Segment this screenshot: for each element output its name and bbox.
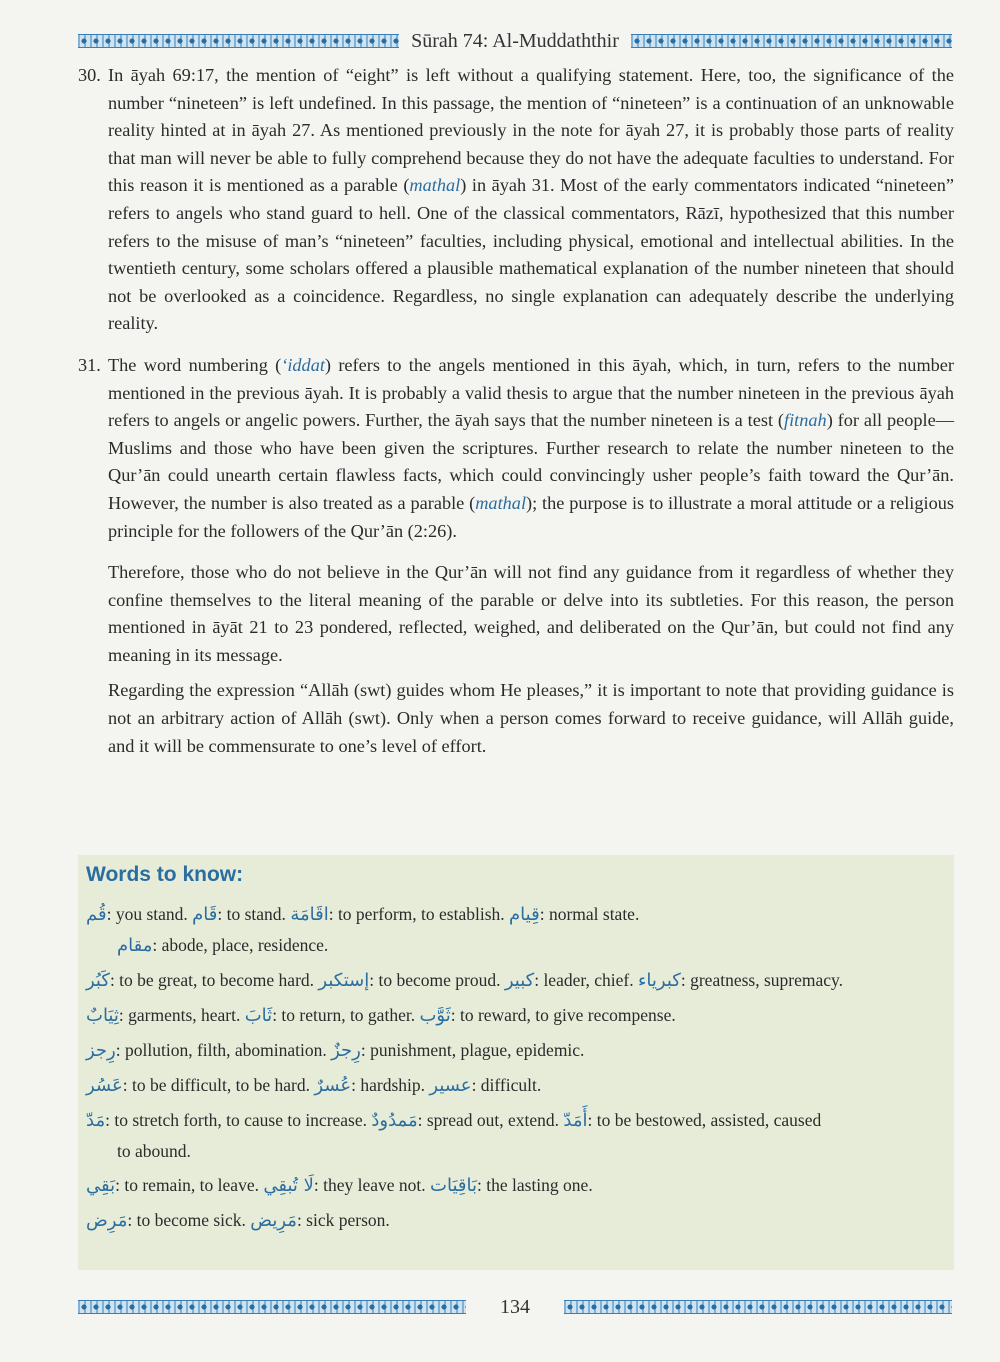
page-header <box>78 30 952 52</box>
term-meaning: : greatness, supremacy. <box>680 970 843 990</box>
arabic-term: بَقِي <box>86 1175 116 1196</box>
note-paragraph <box>108 352 954 545</box>
term-meaning: : pollution, filth, abomination. <box>115 1040 332 1060</box>
text-run: ) in āyah 31. Most of the early commentators indicated “nineteen” refers to angels who stand guard to hell. One of the classical commentators, Rāzī, hypothesized that this number refers to the misuse of man’s “nineteen” faculties, including physical, emotional and intellectual abilities. In the twentieth century, some scholars offered a plausible mathematical explanation of the number nineteen that should not be overlooked as a coincidence. Regardless, no single explanation can adequately describe the underlying reality. <box>108 175 954 334</box>
term-meaning: : to be great, to become hard. <box>109 970 319 990</box>
arabic-term: مَدّ <box>86 1110 106 1131</box>
vocabulary-line <box>86 1170 946 1201</box>
note-31-paragraph-2: Therefore, those who do not believe in the Qur’ān will not find any guidance from it regardless of whether they confine themselves to the literal meaning of the parable or delve into its subtleties. For this reason, the person mentioned in āyāt 21 to 23 pondered, reflected, weighed, and deliberated on the Qur’ān, but could not find any meaning in its message. <box>108 562 954 665</box>
vocabulary-line <box>86 1035 946 1066</box>
arabic-term: رِجزٌ <box>331 1040 361 1061</box>
term-meaning: : the lasting one. <box>477 1175 593 1195</box>
note-31 <box>78 352 954 553</box>
arabic-term: ثَوَّب <box>419 1005 451 1026</box>
term-meaning: : garments, heart. <box>118 1005 245 1025</box>
term-meaning: : to reward, to give recompense. <box>450 1005 676 1025</box>
term-meaning: : to remain, to leave. <box>115 1175 264 1195</box>
note-31-paragraph-3: Regarding the expression “Allāh (swt) guides whom He pleases,” it is important to note that providing guidance is not an arbitrary action of Allāh (swt). Only when a person comes forward to receive guidance, will Allāh guide, and it will be commensurate to one’s level of effort. <box>108 680 954 756</box>
header-ornament-left <box>78 34 399 48</box>
surah-title: Sūrah 74: Al-Muddaththir <box>411 29 619 52</box>
arabic-term: ثَابَ <box>244 1005 273 1026</box>
term-meaning: : to stretch forth, to cause to increase. <box>105 1110 372 1130</box>
words-to-know-box <box>78 855 954 1270</box>
vocabulary-line <box>86 1105 946 1136</box>
note-paragraph <box>108 62 954 338</box>
arabic-term: ثِيَابٌ <box>86 1005 119 1026</box>
vocabulary-line <box>86 930 946 961</box>
arabic-term: كبرياء <box>637 970 681 991</box>
arabic-term: قِيام <box>509 904 540 925</box>
term-meaning: : sick person. <box>296 1210 390 1230</box>
term-meaning: : to return, to gather. <box>272 1005 420 1025</box>
term-meaning: : to stand. <box>217 904 291 924</box>
term-mathal: mathal <box>475 492 527 513</box>
note-number: 31. <box>78 354 101 375</box>
term-mathal: mathal <box>409 175 461 196</box>
text-run: In āyah 69:17, the mention of “eight” is left without a qualifying statement. Here, too, the significance of the number “nineteen” is left undefined. In this passage, the mention of “nineteen” is a continuation of an unknowable reality hinted at in āyah 27. As mentioned previously in the note for āyah 27, it is probably those parts of reality that man will never be able to fully comprehend because they do not have the adequate faculties to understand. For this reason it is mentioned as a parable ( <box>108 65 954 196</box>
term-meaning: : difficult. <box>471 1075 542 1095</box>
term-meaning: : leader, chief. <box>534 970 638 990</box>
arabic-term: مقام <box>117 935 153 956</box>
commentary-notes <box>78 62 954 768</box>
vocabulary-line <box>86 1000 946 1031</box>
vocabulary-line <box>86 1205 946 1236</box>
arabic-term: لَا تُبقِي <box>263 1175 314 1196</box>
term-meaning: : abode, place, residence. <box>152 935 329 955</box>
term-meaning: : to become sick. <box>127 1210 251 1230</box>
arabic-term: بَاقِيَات <box>430 1175 478 1196</box>
arabic-term: رِجز <box>86 1040 116 1061</box>
arabic-term: مَمدُودٌ <box>371 1110 418 1131</box>
note-number: 30. <box>78 65 101 85</box>
term-meaning: : to be bestowed, assisted, caused <box>587 1110 822 1130</box>
words-to-know-title: Words to know: <box>86 863 244 886</box>
footer-ornament-left <box>78 1300 466 1314</box>
term-meaning: : normal state. <box>539 904 640 924</box>
arabic-term: مَرِيض <box>250 1210 297 1231</box>
vocabulary-line <box>86 965 946 996</box>
term-meaning: : spread out, extend. <box>417 1110 564 1130</box>
note-body <box>108 62 954 346</box>
arabic-term: مَرِض <box>86 1210 128 1231</box>
term-iddat: ‘iddat <box>281 354 325 375</box>
arabic-term: قُم <box>86 904 107 925</box>
term-fitnah: fitnah <box>784 410 827 431</box>
header-ornament-right <box>631 34 952 48</box>
text-run: ) for all people—Muslims and those who have been given the scriptures. Further research to relate the number nineteen to the Qur’ān could unearth certain flawless facts, which could convincingly usher people’s faith toward the Qur’ān. However, the number is also treated as a parable ( <box>108 410 954 513</box>
term-meaning: : they leave not. <box>313 1175 431 1195</box>
term-meaning: : to be difficult, to be hard. <box>122 1075 315 1095</box>
text-run: The word numbering ( <box>108 354 282 375</box>
term-meaning: : to become proud. <box>369 970 505 990</box>
arabic-term: كبير <box>504 970 535 991</box>
arabic-term: اقَامَة <box>290 904 329 925</box>
term-meaning: : punishment, plague, epidemic. <box>360 1040 585 1060</box>
footer-ornament-right <box>564 1300 952 1314</box>
arabic-term: عُسرٌ <box>314 1075 352 1096</box>
term-meaning: : you stand. <box>106 904 193 924</box>
arabic-term: عسير <box>429 1075 472 1096</box>
vocabulary-line <box>86 899 946 930</box>
text-run: ); the purpose is to illustrate a moral attitude or a religious principle for the followers of the Qur’ān (2:26). <box>108 492 954 541</box>
arabic-term: إستكبر <box>318 970 370 991</box>
arabic-term: عَسُر <box>86 1075 123 1096</box>
arabic-term: أَمَدّ <box>563 1110 588 1131</box>
term-meaning: : to perform, to establish. <box>328 904 510 924</box>
note-30 <box>78 62 954 346</box>
page-number: 134 <box>500 1295 530 1318</box>
vocabulary-list <box>86 899 946 1236</box>
term-meaning: to abound. <box>117 1141 191 1161</box>
arabic-term: كَبُر <box>86 970 110 991</box>
text-run: ) refers to the angels mentioned in this āyah, which, in turn, refers to the number mentioned in the previous āyah. It is probably a valid thesis to argue that the number nineteen in the previous āyah refers to angels or angelic powers. Further, the āyah says that the number nineteen is a test ( <box>108 354 955 431</box>
arabic-term: قَام <box>192 904 218 925</box>
page-footer <box>78 1296 952 1318</box>
vocabulary-line <box>86 1136 946 1166</box>
note-body <box>108 352 954 553</box>
term-meaning: : hardship. <box>351 1075 430 1095</box>
vocabulary-line <box>86 1070 946 1101</box>
